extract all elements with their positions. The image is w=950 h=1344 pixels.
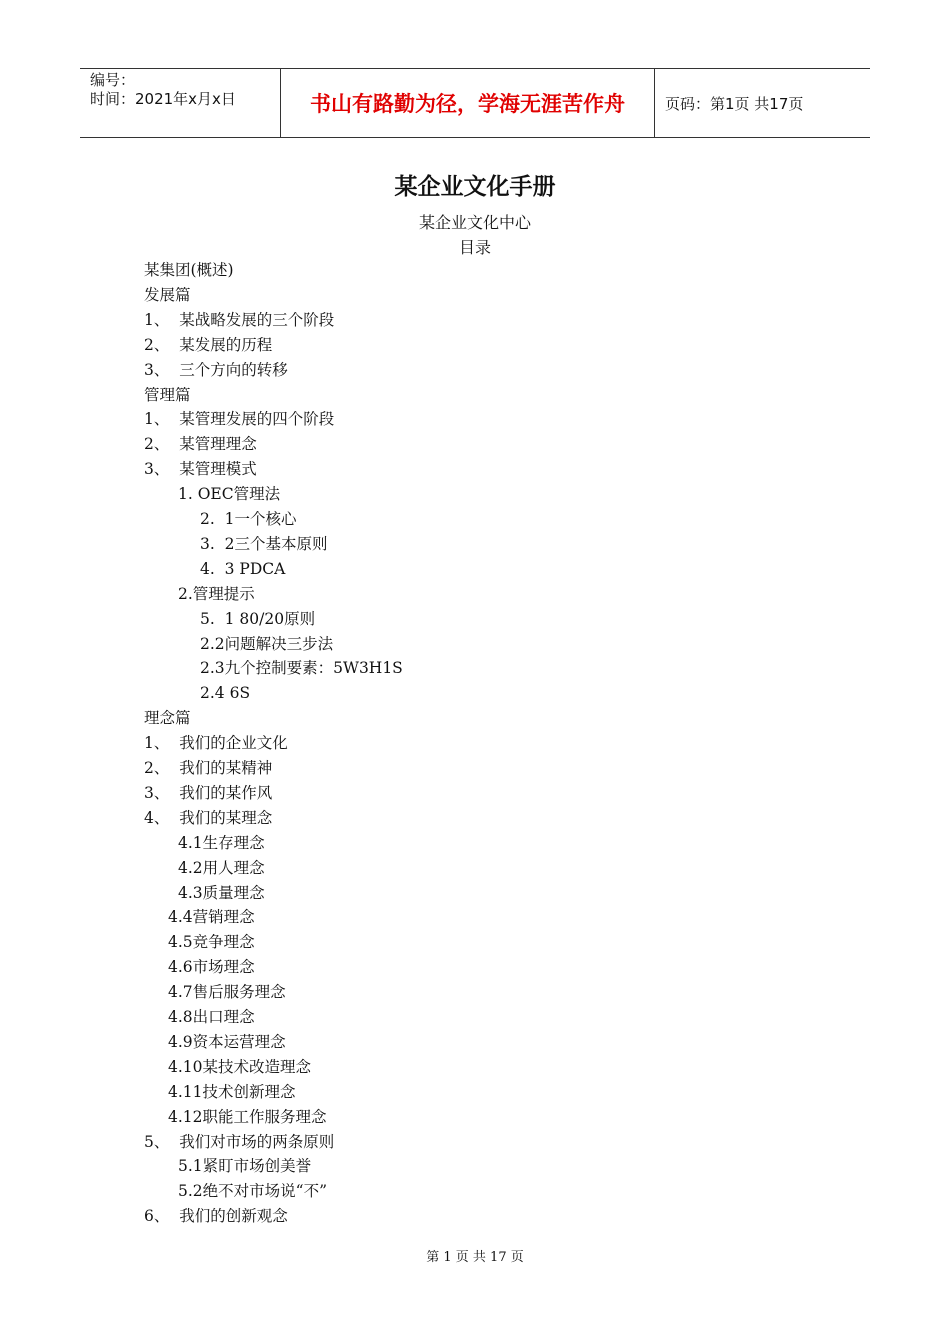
toc-item: 1. OEC管理法 bbox=[178, 485, 281, 504]
document-subtitle: 某企业文化中心 bbox=[418, 213, 531, 232]
time-label: 时间：2021年x月x日 bbox=[90, 90, 236, 108]
toc-item: 4.6市场理念 bbox=[168, 958, 255, 977]
toc-item: 4.3质量理念 bbox=[178, 883, 265, 902]
toc-item: 3、 某管理模式 bbox=[144, 460, 257, 479]
toc-item: 4.5竞争理念 bbox=[168, 933, 255, 952]
toc-item: 3. 2三个基本原则 bbox=[200, 534, 328, 553]
header-page-info: 页码：第1页 共17页 bbox=[665, 94, 804, 113]
toc-item: 3、 三个方向的转移 bbox=[144, 360, 288, 379]
toc-item: 4.9资本运营理念 bbox=[168, 1032, 286, 1051]
toc-item: 2.3九个控制要素：5W3H1S bbox=[200, 659, 403, 678]
toc-item: 4.7售后服务理念 bbox=[168, 983, 286, 1002]
toc-item: 理念篇 bbox=[144, 709, 191, 728]
toc-item: 5.1紧盯市场创美誉 bbox=[178, 1157, 312, 1176]
toc-item: 5、 我们对市场的两条原则 bbox=[144, 1132, 335, 1151]
toc-item: 4.1生存理念 bbox=[178, 833, 265, 852]
header-motto: 书山有路勤为径，学海无涯苦作舟 bbox=[281, 69, 655, 137]
toc-item: 5.2绝不对市场说“不” bbox=[178, 1182, 327, 1201]
toc-item: 1、 某管理发展的四个阶段 bbox=[144, 410, 335, 429]
toc-item: 发展篇 bbox=[144, 285, 191, 304]
page-footer: 第 1 页 共 17 页 bbox=[426, 1250, 524, 1265]
toc-item: 2、 某发展的历程 bbox=[144, 335, 273, 354]
toc-item: 2、 我们的某精神 bbox=[144, 759, 273, 777]
toc-item: 4.10某技术改造理念 bbox=[168, 1057, 312, 1076]
toc-item: 2. 1一个核心 bbox=[200, 510, 297, 528]
number-label: 编号： bbox=[90, 71, 136, 89]
toc-item: 4.4营销理念 bbox=[168, 908, 255, 927]
page-header bbox=[80, 68, 870, 138]
toc-item: 2.管理提示 bbox=[178, 584, 255, 603]
toc-item: 4、 我们的某理念 bbox=[144, 808, 273, 827]
toc-item: 4.2用人理念 bbox=[178, 858, 265, 877]
toc-item: 4.11技术创新理念 bbox=[168, 1082, 296, 1101]
toc-item: 4. 3 PDCA bbox=[200, 559, 286, 578]
toc-item: 某集团(概述) bbox=[144, 261, 234, 279]
toc-item: 3、 我们的某作风 bbox=[144, 783, 273, 802]
toc-item: 4.12职能工作服务理念 bbox=[168, 1107, 327, 1126]
toc-item: 2.4 6S bbox=[200, 684, 251, 703]
header-meta bbox=[80, 69, 281, 137]
toc-item: 1、 我们的企业文化 bbox=[144, 734, 288, 753]
toc-heading: 目录 bbox=[458, 238, 491, 257]
toc-item: 管理篇 bbox=[144, 385, 191, 404]
toc-item: 5. 1 80/20原则 bbox=[200, 609, 316, 628]
toc-item: 1、 某战略发展的三个阶段 bbox=[144, 310, 335, 329]
toc-item: 6、 我们的创新观念 bbox=[144, 1207, 288, 1226]
toc-item: 4.8出口理念 bbox=[168, 1008, 255, 1026]
toc-item: 2.2问题解决三步法 bbox=[200, 634, 334, 653]
toc-item: 2、 某管理理念 bbox=[144, 435, 257, 454]
document-title: 某企业文化手册 bbox=[394, 174, 556, 200]
